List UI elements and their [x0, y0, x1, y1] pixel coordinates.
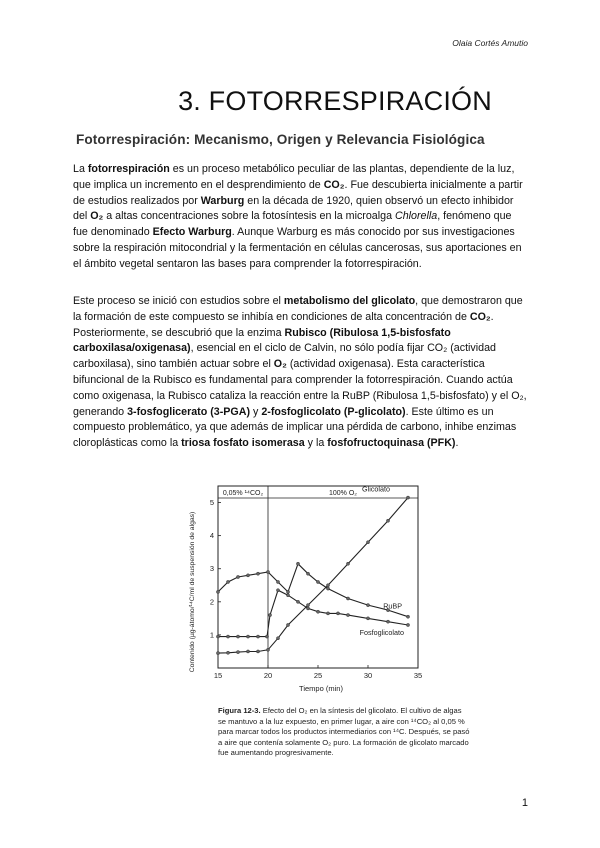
chart-point-glicolato [226, 651, 229, 654]
chart-point-glicolato [406, 496, 409, 499]
chart-y-tick-label: 2 [209, 597, 214, 607]
chart-region-label: 0,05% ¹⁴CO₂ [222, 490, 264, 497]
chart-point-rubp [246, 574, 249, 577]
chart-point-rubp [406, 615, 409, 618]
chart-y-tick-label: 4 [209, 531, 214, 541]
chart-point-fosfoglicolato [246, 635, 249, 638]
chart-point-fosfoglicolato [216, 635, 219, 638]
chart-point-fosfoglicolato [286, 594, 289, 597]
chart-point-rubp [306, 572, 309, 575]
chart-point-glicolato [346, 562, 349, 565]
chart-point-rubp [276, 580, 279, 583]
chart-series-label-glicolato: Glicolato [362, 484, 390, 494]
chart-point-glicolato [246, 650, 249, 653]
figure-caption-label: Figura 12-3. [218, 706, 261, 715]
chart-y-axis-label: Contenido (µg-átomo/¹⁴C/ml de suspensión de algas) [189, 511, 196, 673]
chart-region-label: 100% O₂ [328, 490, 358, 497]
chart-series-line-rubp [218, 564, 408, 617]
chart-point-rubp [256, 572, 259, 575]
chart-y-tick-label: 5 [209, 498, 214, 508]
chart-point-glicolato [286, 623, 289, 626]
chart-point-fosfoglicolato [366, 617, 369, 620]
chart-point-fosfoglicolato [256, 635, 259, 638]
chart-series-label-fosfoglicolato: Fosfoglicolato [359, 627, 404, 637]
chart-x-tick-label: 15 [213, 671, 223, 680]
chart-point-glicolato [216, 652, 219, 655]
chart-point-fosfoglicolato [268, 613, 271, 616]
chart-point-fosfoglicolato [306, 607, 309, 610]
chart-point-fosfoglicolato [386, 620, 389, 623]
chart-point-fosfoglicolato [406, 623, 409, 626]
chart-point-rubp [296, 562, 299, 565]
chart-point-fosfoglicolato [316, 610, 319, 613]
chart-point-rubp [266, 570, 269, 573]
chart-point-fosfoglicolato [336, 612, 339, 615]
chart-point-fosfoglicolato [276, 589, 279, 592]
chart-point-glicolato [306, 604, 309, 607]
chart-labels [360, 485, 404, 637]
figure-caption-text: Efecto del O₂ en la síntesis del glicolato. El cultivo de algas se mantuvo a la luz expuesto, en primer lugar, a aire con ¹⁴CO₂ al 0,05 % para marcar todos los productos intermediarios con ¹⁴C. Después, se pasó a aire que contenía solamente O₂ puro. La formación de glicolato marcado fue aumentando progresivamente. [218, 706, 470, 757]
chart-point-glicolato [386, 519, 389, 522]
chart-y-tick-label: 1 [209, 630, 214, 640]
paragraph-2: Este proceso se inició con estudios sobre el metabolismo del glicolato, que demostraron que la formación de este compuesto se inhibía en condiciones de alta concentración de CO₂. Posteriormente, se descubrió que la enzima Rubisco (Ribulosa 1,5-bisfosfato carboxilasa/oxigenasa), esencial en el ciclo de Calvin, no sólo podía fijar CO₂ (actividad carboxilasa), sino también actuar sobre el O₂ (actividad oxigenasa). Esta característica bifuncional de la Rubisco es fundamental para comprender la fotorrespiración. Cuando actúa como oxigenasa, la Rubisco cataliza la reacción entre la RuBP (Ribulosa 1,5-bisfosfato) y el O₂, generando 3-fosfoglicerato (3-PGA) y 2-fosfoglicolato (P-glicolato). Este último es un compuesto problemático, ya que además de implicar una pérdida de carbono, inhibe enzimas cloroplásticas como la triosa fosfato isomerasa y la fosfofructoquinasa (PFK). [73, 295, 527, 450]
chart-series-label-rubp: RuBP [383, 601, 402, 611]
chart-x-tick-label: 35 [413, 671, 423, 680]
chart-point-fosfoglicolato [326, 612, 329, 615]
chart-point-glicolato [276, 637, 279, 640]
chart-x-axis-label: Tiempo (min) [299, 684, 343, 693]
chart-point-rubp [346, 597, 349, 600]
chart-point-glicolato [266, 648, 269, 651]
chart-point-fosfoglicolato [226, 635, 229, 638]
chart-point-fosfoglicolato [265, 635, 268, 638]
chart-point-rubp [286, 590, 289, 593]
page-number: 1 [521, 797, 528, 809]
chart-point-rubp [316, 580, 319, 583]
chart-point-glicolato [236, 651, 239, 654]
chart-x-tick-label: 20 [263, 671, 273, 680]
chart-point-rubp [236, 575, 239, 578]
author-name: Olaia Cortés Amutio [452, 38, 528, 48]
chart-point-rubp [326, 587, 329, 590]
page-subtitle: Fotorrespiración: Mecanismo, Origen y Relevancia Fisiológica [76, 132, 485, 147]
page-title: 3. FOTORRESPIRACIÓN [178, 86, 492, 116]
chart-ticks [210, 498, 422, 680]
chart-point-rubp [226, 580, 229, 583]
chart-point-glicolato [366, 541, 369, 544]
chart-point-fosfoglicolato [346, 613, 349, 616]
chart-point-fosfoglicolato [296, 600, 299, 603]
chart-point-rubp [216, 590, 219, 593]
chart-y-tick-label: 3 [209, 564, 214, 574]
chart-point-glicolato [256, 650, 259, 653]
paragraph-1: La fotorrespiración es un proceso metabólico peculiar de las plantas, dependiente de la luz, que implica un incremento en el desprendimiento de CO₂. Fue descubierta inicialmente a partir de estudios realizados por Warburg en la década de 1920, quien observó un efecto inhibidor del O₂ a altas concentraciones sobre la fotosíntesis en la microalga Chlorella, fenómeno que fue denominado Efecto Warburg. Aunque Warburg es más conocido por sus investigaciones sobre la respiración mitocondrial y la fermentación en células cancerosas, sus aportaciones en el ámbito vegetal sentaron las bases para comprender la fotorrespiración. [73, 163, 523, 270]
chart-x-tick-label: 25 [313, 671, 323, 680]
chart-x-tick-label: 30 [363, 671, 373, 680]
chart-point-fosfoglicolato [236, 635, 239, 638]
chart-point-rubp [366, 604, 369, 607]
figure-caption [218, 706, 470, 759]
chart-point-glicolato [326, 584, 329, 587]
